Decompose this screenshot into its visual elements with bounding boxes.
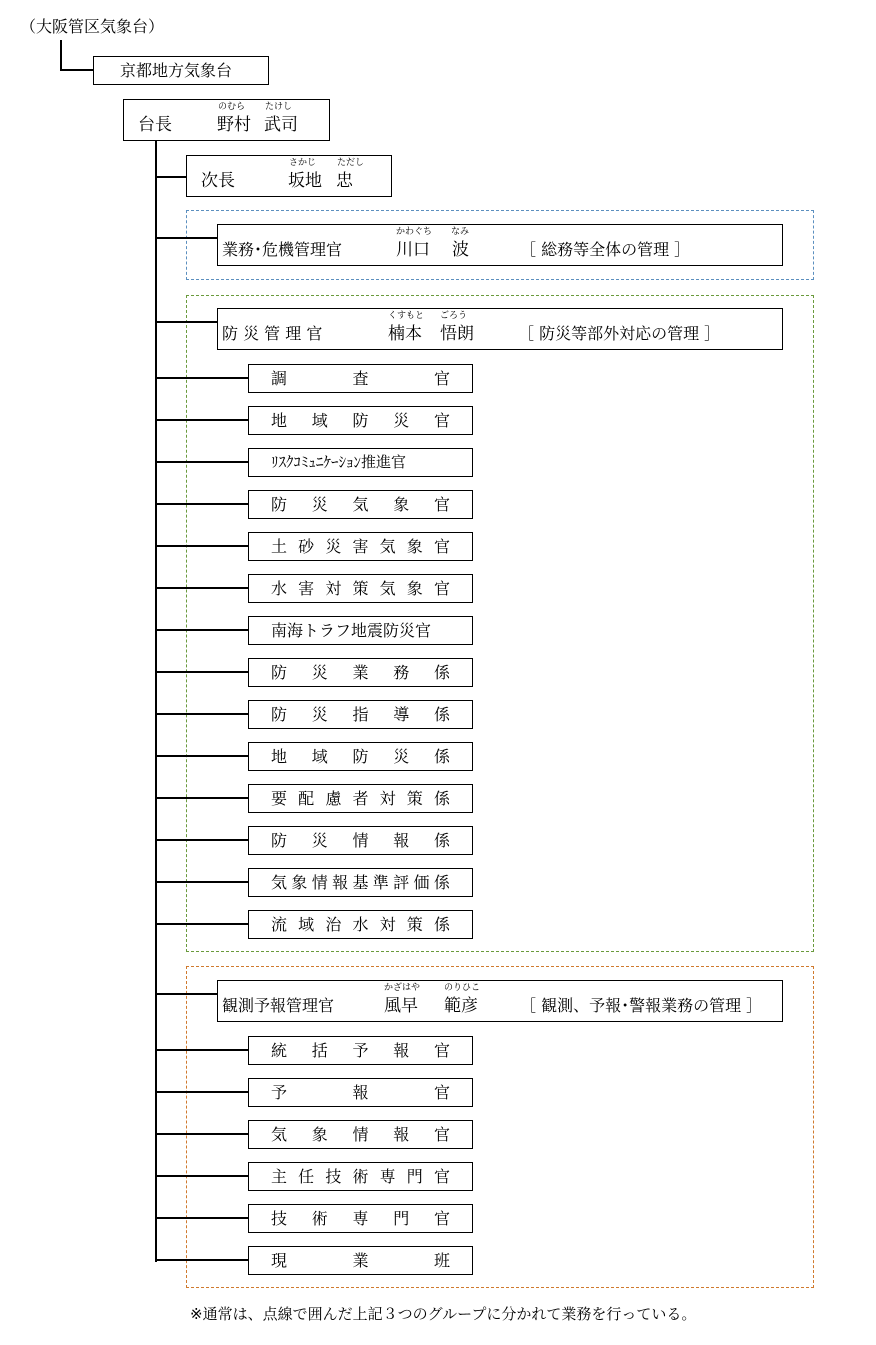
observation-member-label: 主 任 技 術 専 門 官 [271, 1167, 450, 1186]
observation-member-box [248, 1036, 473, 1065]
disaster-member-connector [155, 587, 249, 589]
disaster-member-box [248, 532, 473, 561]
disaster-member-label: 水 害 対 策 気 象 官 [271, 579, 450, 598]
org-trunk-line [155, 141, 157, 1262]
disaster-member-connector [155, 419, 249, 421]
director-name-given: 武司 [264, 115, 298, 135]
disaster-member-box [248, 448, 473, 477]
disaster-member-label: ﾘｽｸｺﾐｭﾆｹｰｼｮﾝ推進官 [271, 453, 407, 471]
observation-manager-title: 観測予報管理官 [222, 996, 335, 1015]
observation-member-connector [155, 1091, 249, 1093]
disaster-manager-name-family: 楠本 [388, 324, 422, 344]
disaster-member-label: 南海トラフ地震防災官 [271, 621, 432, 640]
disaster-member-label: 土 砂 災 害 気 象 官 [271, 537, 450, 556]
connector-disaster-manager [155, 321, 218, 323]
general-manager-title: 業務･危機管理官 [222, 240, 343, 259]
observation-member-label: 予 報 官 [271, 1083, 450, 1102]
disaster-member-connector [155, 755, 249, 757]
disaster-member-label: 防 災 気 象 官 [271, 495, 450, 514]
disaster-member-connector [155, 923, 249, 925]
deputy-ruby-family: さかじ [289, 158, 317, 168]
disaster-member-box [248, 658, 473, 687]
connector-regional-h [60, 69, 94, 71]
director-name-family: 野村 [217, 115, 251, 135]
disaster-member-box [248, 406, 473, 435]
disaster-member-connector [155, 671, 249, 673]
observation-member-box [248, 1246, 473, 1275]
general-manager-duty: ［ 総務等全体の管理 ］ [520, 240, 691, 259]
observation-member-box [248, 1078, 473, 1107]
disaster-member-box [248, 742, 473, 771]
deputy-name-family: 坂地 [288, 171, 322, 191]
observation-manager-ruby-given: のりひこ [444, 983, 481, 993]
observation-member-connector [155, 1175, 249, 1177]
observation-member-label: 技 術 専 門 官 [271, 1209, 450, 1228]
disaster-member-connector [155, 629, 249, 631]
disaster-manager-box [217, 308, 783, 350]
observation-member-label: 現 業 班 [271, 1251, 450, 1270]
disaster-manager-name-given: 悟朗 [440, 324, 474, 344]
disaster-member-box [248, 910, 473, 939]
observation-manager-box [217, 980, 783, 1022]
disaster-member-label: 流 域 治 水 対 策 係 [271, 915, 450, 934]
disaster-member-box [248, 700, 473, 729]
disaster-manager-ruby-given: ごろう [440, 311, 468, 321]
local-office-box [93, 56, 269, 85]
director-box [123, 99, 330, 141]
regional-office-label: （大阪管区気象台） [20, 17, 165, 36]
observation-member-connector [155, 1259, 249, 1261]
director-title: 台長 [138, 115, 172, 135]
connector-deputy [155, 176, 187, 178]
general-manager-ruby-given: なみ [451, 227, 470, 237]
local-office-label: 京都地方気象台 [120, 61, 233, 80]
disaster-member-label: 気 象 情 報 基 準 評 価 係 [271, 873, 450, 892]
observation-member-box [248, 1204, 473, 1233]
disaster-member-connector [155, 377, 249, 379]
disaster-member-box [248, 826, 473, 855]
observation-member-label: 気 象 情 報 官 [271, 1125, 450, 1144]
disaster-member-box [248, 616, 473, 645]
observation-manager-name-given: 範彦 [444, 996, 478, 1016]
disaster-member-label: 要 配 慮 者 対 策 係 [271, 789, 450, 808]
disaster-member-box [248, 364, 473, 393]
disaster-member-box [248, 490, 473, 519]
observation-member-connector [155, 1133, 249, 1135]
observation-member-connector [155, 1049, 249, 1051]
general-manager-name-given: 波 [452, 240, 469, 260]
observation-member-box [248, 1162, 473, 1191]
disaster-member-box [248, 784, 473, 813]
general-manager-box [217, 224, 783, 266]
deputy-box [186, 155, 392, 197]
disaster-manager-duty: ［ 防災等部外対応の管理 ］ [518, 324, 721, 343]
disaster-member-box [248, 574, 473, 603]
disaster-member-label: 防 災 情 報 係 [271, 831, 450, 850]
disaster-member-label: 調 査 官 [271, 369, 450, 388]
director-ruby-given: たけし [265, 102, 293, 112]
observation-manager-ruby-family: かざはや [384, 983, 421, 993]
disaster-member-connector [155, 839, 249, 841]
disaster-member-label: 防 災 業 務 係 [271, 663, 450, 682]
observation-manager-name-family: 風早 [384, 996, 418, 1016]
connector-regional [60, 40, 62, 71]
deputy-title: 次長 [201, 171, 235, 191]
footnote: ※通常は、点線で囲んだ上記３つのグループに分かれて業務を行っている。 [190, 1305, 697, 1323]
disaster-member-label: 地 域 防 災 官 [271, 411, 450, 430]
disaster-member-connector [155, 503, 249, 505]
observation-member-label: 統 括 予 報 官 [271, 1041, 450, 1060]
general-manager-ruby-family: かわぐち [396, 227, 433, 237]
disaster-member-box [248, 868, 473, 897]
disaster-member-connector [155, 545, 249, 547]
disaster-manager-title: 防 災 管 理 官 [222, 324, 323, 343]
connector-general-manager [155, 237, 218, 239]
deputy-name-given: 忠 [336, 171, 353, 191]
disaster-member-connector [155, 881, 249, 883]
disaster-manager-ruby-family: くすもと [388, 311, 425, 321]
deputy-ruby-given: ただし [337, 158, 365, 168]
disaster-member-label: 地 域 防 災 係 [271, 747, 450, 766]
disaster-member-connector [155, 461, 249, 463]
director-ruby-family: のむら [218, 102, 246, 112]
observation-member-box [248, 1120, 473, 1149]
observation-member-connector [155, 1217, 249, 1219]
disaster-member-connector [155, 713, 249, 715]
disaster-member-connector [155, 797, 249, 799]
connector-observation-manager [155, 993, 218, 995]
observation-manager-duty: ［ 観測、予報･警報業務の管理 ］ [520, 996, 763, 1015]
disaster-member-label: 防 災 指 導 係 [271, 705, 450, 724]
general-manager-name-family: 川口 [396, 240, 430, 260]
